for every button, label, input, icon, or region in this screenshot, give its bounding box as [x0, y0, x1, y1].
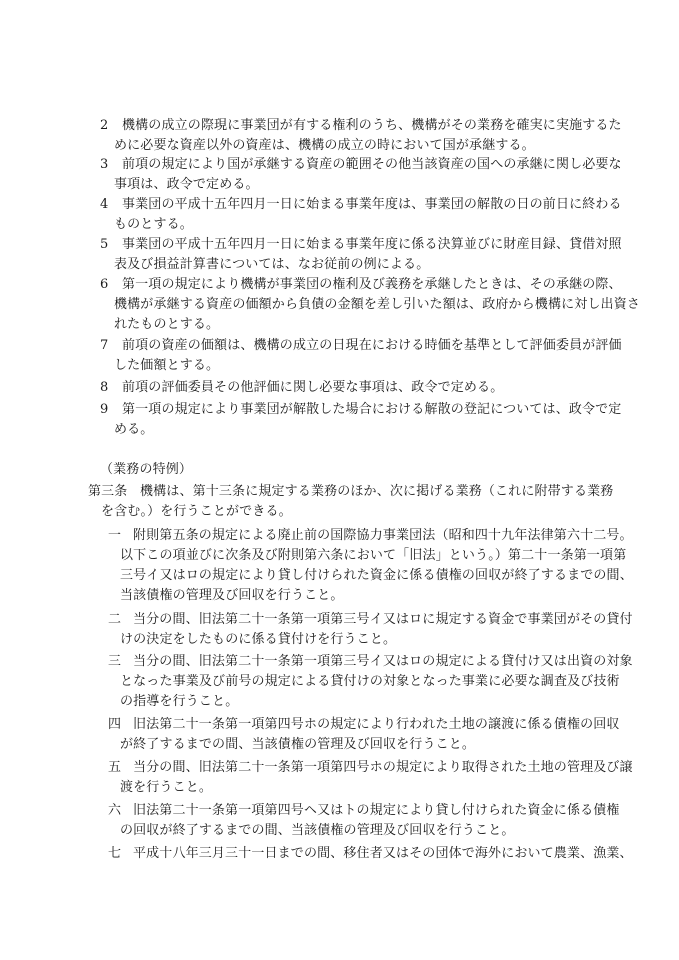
paragraph-6-line-1: 6 第一項の規定により機構が事業団の権利及び義務を承継したときは、その承継の際、	[100, 277, 622, 292]
item-6-line-1: 六 旧法第二十一条第一項第四号ヘ又はトの規定により貸し付けられた資金に係る債権	[108, 803, 620, 818]
paragraph-5-line-2: 表及び損益計算書については、なお従前の例による。	[114, 257, 430, 272]
paragraph-9-line-1: 9 第一項の規定により事業団が解散した場合における解散の登記については、政令で定	[100, 402, 622, 417]
paragraph-7-line-1: 7 前項の資産の価額は、機構の成立の日現在における時価を基準として評価委員が評価	[100, 338, 622, 353]
item-1-line-1: 一 附則第五条の規定による廃止前の国際協力事業団法（昭和四十九年法律第六十二号。	[108, 528, 633, 543]
item-2-line-2: けの決定をしたものに係る貸付けを行うこと。	[120, 632, 397, 647]
paragraph-4-line-2: ものとする。	[114, 217, 193, 232]
item-7-line-1: 七 平成十八年三月三十一日までの間、移住者又はその団体で海外において農業、漁業、	[108, 846, 633, 861]
item-3-line-1: 三 当分の間、旧法第二十一条第一項第三号イ又はロの規定による貸付け又は出資の対象	[108, 654, 633, 669]
article-3-title: 第三条	[88, 484, 128, 499]
item-1-line-2: 以下この項並びに次条及び附則第六条において「旧法」という。）第二十一条第一項第	[120, 548, 627, 563]
article-3-line-2: を含む。）を行うことができる。	[101, 504, 292, 519]
paragraph-8-line-1: 8 前項の評価委員その他評価に関し必要な事項は、政令で定める。	[100, 380, 504, 395]
paragraph-4-line-1: 4 事業団の平成十五年四月一日に始まる事業年度は、事業団の解散の日の前日に終わる	[100, 197, 622, 212]
article-3-caption: （業務の特例）	[100, 462, 193, 477]
item-5-line-1: 五 当分の間、旧法第二十一条第一項第四号ホの規定により取得された土地の管理及び譲	[108, 760, 633, 775]
paragraph-5-line-1: 5 事業団の平成十五年四月一日に始まる事業年度に係る決算並びに財産目録、貸借対照	[100, 237, 622, 252]
paragraph-2-line-1: 2 機構の成立の際現に事業団が有する権利のうち、機構がその業務を確実に実施するた	[100, 118, 622, 133]
paragraph-3-line-1: 3 前項の規定により国が承継する資産の範囲その他当該資産の国への承継に関し必要な	[100, 157, 622, 172]
paragraph-6-line-2: 機構が承継する資産の価額から負債の金額を差し引いた額は、政府から機構に対し出資さ	[114, 297, 641, 312]
item-6-line-2: の回収が終了するまでの間、当該債権の管理及び回収を行うこと。	[120, 823, 515, 838]
item-5-line-2: 渡を行うこと。	[120, 780, 213, 795]
paragraph-7-line-2: した価額とする。	[114, 358, 220, 373]
paragraph-2-line-2: めに必要な資産以外の資産は、機構の成立の時において国が承継する。	[114, 138, 535, 153]
item-4-line-1: 四 旧法第二十一条第一項第四号ホの規定により行われた土地の譲渡に係る債権の回収	[108, 717, 620, 732]
item-4-line-2: が終了するまでの間、当該債権の管理及び回収を行うこと。	[120, 737, 476, 752]
item-1-line-4: 当該債権の管理及び回収を行うこと。	[120, 588, 344, 603]
article-3-line-1: 第三条 機構は、第十三条に規定する業務のほか、次に掲げる業務（これに附帯する業務	[88, 482, 613, 502]
item-3-line-3: の指導を行うこと。	[120, 694, 239, 709]
paragraph-3-line-2: 事項は、政令で定める。	[114, 177, 259, 192]
paragraph-6-line-3: れたものとする。	[114, 317, 220, 332]
paragraph-9-line-2: める。	[114, 422, 154, 437]
item-3-line-2: となった事業及び前号の規定による貸付けの対象となった事業に必要な調査及び技術	[120, 674, 620, 689]
item-1-line-3: 三号イ又はロの規定により貸し付けられた資金に係る債権の回収が終了するまでの間、	[120, 568, 633, 583]
item-2-line-1: 二 当分の間、旧法第二十一条第一項第三号イ又はロに規定する資金で事業団がその貸付	[108, 612, 633, 627]
